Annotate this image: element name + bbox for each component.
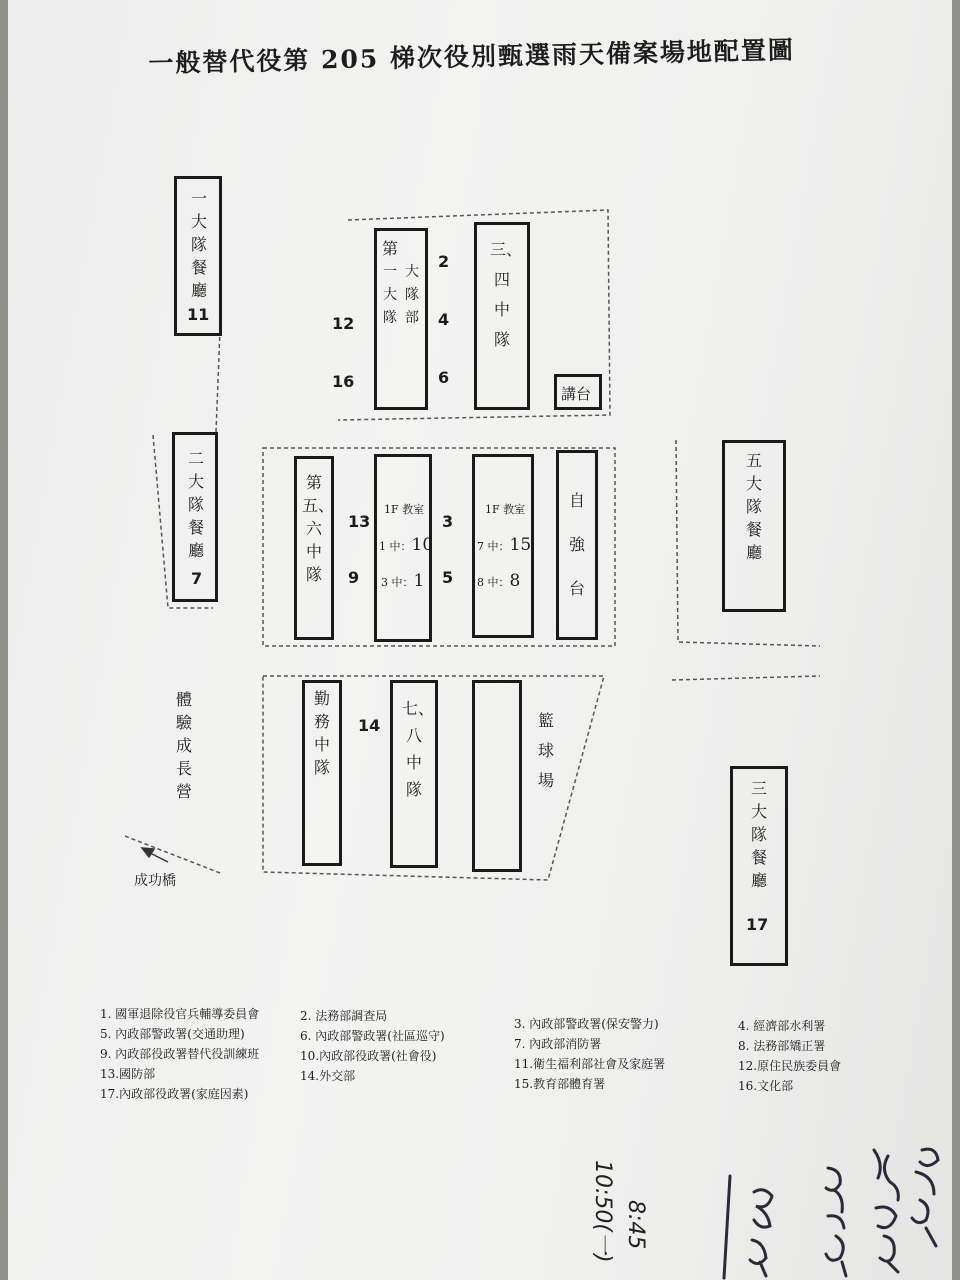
handwritten-time-2: 10:50(一): [590, 1160, 615, 1263]
classroom-b-header: 1F 教室: [485, 503, 526, 516]
hall3-label: 三大隊餐廳: [750, 779, 767, 890]
camp-label: 體驗成長營: [175, 690, 192, 801]
classroom-a-row2-prefix: 3 中：: [381, 576, 414, 589]
court-label: 籃球場: [537, 711, 554, 790]
legend-item: 14.外交部: [300, 1069, 356, 1083]
legend-item: 7. 內政部消防署: [514, 1037, 602, 1051]
location-13: 13: [348, 512, 371, 531]
podium-label: 講台: [561, 385, 592, 403]
document-page: [8, 0, 952, 1280]
squad34-label: 三、四中隊: [490, 240, 523, 349]
legend-item: 5. 內政部警政署(交通助理): [100, 1027, 245, 1041]
squad78-label: 七、八中隊: [402, 699, 435, 799]
location-9: 9: [348, 568, 360, 587]
legend-item: 6. 內政部警政署(社區巡守): [300, 1029, 445, 1043]
classroom-b-row1-prefix: 7 中：: [477, 540, 510, 553]
legend-item: 16.文化部: [738, 1079, 794, 1093]
legend-item: 12.原住民族委員會: [738, 1059, 842, 1073]
handwritten-signatures: [8, 0, 952, 1280]
classroom-b-row2-value: 8: [509, 571, 521, 591]
hall2-label: 二大隊餐廳: [187, 449, 204, 560]
hq-label-top: 第: [381, 239, 398, 258]
legend-item: 4. 經濟部水利署: [738, 1019, 826, 1033]
hq-label-col2: 大隊部: [405, 264, 419, 326]
classroom-a-header: 1F 教室: [384, 503, 425, 516]
hall3-number: 17: [746, 915, 769, 934]
location-6: 6: [438, 368, 450, 387]
service-label: 勤務中隊: [313, 689, 330, 777]
stage-label: 自強台: [568, 491, 585, 598]
handwritten-time-1: 8:45: [623, 1200, 648, 1250]
hall1-number: 11: [187, 305, 210, 324]
bridge-label: 成功橋: [134, 873, 176, 889]
location-16: 16: [332, 372, 355, 391]
legend-item: 10.內政部役政署(社會役): [300, 1049, 437, 1063]
legend-item: 8. 法務部矯正署: [738, 1039, 826, 1053]
classroom-a-row2-value: 1: [413, 571, 425, 591]
hall2-number: 7: [191, 569, 203, 588]
location-5: 5: [442, 568, 454, 587]
location-4: 4: [438, 310, 450, 329]
squad56-label: 第五、六中隊: [302, 473, 335, 584]
legend-item: 15.教育部體育署: [514, 1077, 606, 1091]
hall1-label: 一大隊餐廳: [190, 189, 207, 300]
legend-item: 13.國防部: [100, 1067, 156, 1081]
location-12: 12: [332, 314, 355, 333]
legend-item: 11.衛生福利部社會及家庭署: [514, 1057, 666, 1071]
legend-item: 2. 法務部調查局: [300, 1009, 388, 1023]
hq-label-col1: 一大隊: [383, 264, 397, 326]
legend-item: 17.內政部役政署(家庭因素): [100, 1087, 249, 1101]
classroom-b-row2-prefix: 8 中：: [477, 576, 510, 589]
classroom-a-row1-prefix: 1 中：: [379, 540, 412, 553]
legend-item: 1. 國軍退除役官兵輔導委員會: [100, 1007, 260, 1021]
classroom-b-row1-value: 15: [509, 535, 532, 555]
hall5-label: 五大隊餐廳: [745, 451, 762, 562]
location-2: 2: [438, 252, 450, 271]
location-3: 3: [442, 512, 454, 531]
classroom-a-row1-value: 10: [411, 535, 434, 555]
location-14: 14: [358, 716, 381, 735]
legend-item: 9. 內政部役政署替代役訓練班: [100, 1047, 260, 1061]
page-title: 一般替代役第 205 梯次役別甄選雨天備案場地配置圖: [148, 35, 796, 78]
legend-item: 3. 內政部警政署(保安警力): [514, 1017, 659, 1031]
